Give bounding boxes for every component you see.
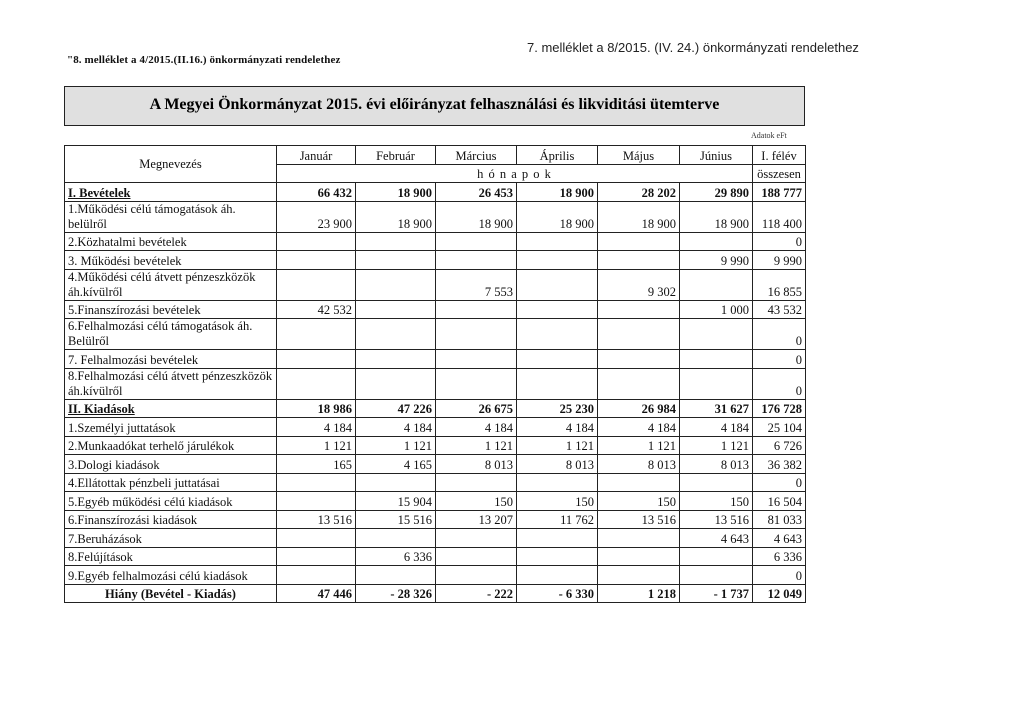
value-cell (356, 566, 436, 585)
value-cell (356, 269, 436, 300)
value-cell (598, 319, 680, 350)
value-cell: 165 (277, 455, 356, 474)
value-cell: 25 230 (517, 399, 598, 418)
row-label-text: 4.Ellátottak pénzbeli juttatásai (68, 476, 220, 490)
annex-note-left: "8. melléklet a 4/2015.(II.16.) önkormányzati rendelethez (67, 54, 341, 66)
value-cell (598, 300, 680, 319)
total-cell: 4 643 (753, 529, 806, 548)
value-cell (598, 350, 680, 369)
value-cell: 8 013 (436, 455, 517, 474)
row-label (65, 529, 277, 548)
row-label (65, 269, 277, 300)
value-cell: 4 184 (598, 418, 680, 437)
value-cell: - 28 326 (356, 584, 436, 603)
value-cell (517, 368, 598, 399)
value-cell: 150 (598, 492, 680, 511)
value-cell (356, 473, 436, 492)
total-cell: 12 049 (753, 584, 806, 603)
month-header: Április (517, 146, 598, 165)
value-cell: 4 184 (680, 418, 753, 437)
row-label (65, 201, 277, 232)
table-row (65, 201, 806, 232)
row-label (65, 183, 277, 202)
value-cell: 47 226 (356, 399, 436, 418)
value-cell (680, 319, 753, 350)
value-cell (517, 350, 598, 369)
value-cell: 18 900 (517, 201, 598, 232)
value-cell (356, 368, 436, 399)
row-label (65, 300, 277, 319)
value-cell (356, 300, 436, 319)
value-cell: 7 553 (436, 269, 517, 300)
row-label (65, 510, 277, 529)
value-cell (356, 232, 436, 251)
value-cell (517, 251, 598, 270)
value-cell: 18 900 (356, 183, 436, 202)
total-cell: 81 033 (753, 510, 806, 529)
total-cell: 6 726 (753, 436, 806, 455)
liquidity-table (64, 145, 806, 603)
value-cell (436, 350, 517, 369)
value-cell: 18 900 (436, 201, 517, 232)
value-cell (598, 368, 680, 399)
value-cell: 18 900 (517, 183, 598, 202)
value-cell: 8 013 (517, 455, 598, 474)
value-cell (598, 566, 680, 585)
value-cell: 1 121 (680, 436, 753, 455)
value-cell: - 6 330 (517, 584, 598, 603)
table-row (65, 529, 806, 548)
value-cell: 18 986 (277, 399, 356, 418)
value-cell (517, 529, 598, 548)
value-cell (680, 566, 753, 585)
total-cell: 25 104 (753, 418, 806, 437)
value-cell: 1 000 (680, 300, 753, 319)
value-cell (680, 350, 753, 369)
value-cell: 18 900 (598, 201, 680, 232)
table-row (65, 399, 806, 418)
row-label (65, 319, 277, 350)
row-label-text: 7.Beruházások (68, 531, 142, 546)
value-cell (356, 319, 436, 350)
value-cell: 26 675 (436, 399, 517, 418)
value-cell: - 222 (436, 584, 517, 603)
header-row (65, 146, 806, 165)
total-cell: 43 532 (753, 300, 806, 319)
value-cell: 150 (517, 492, 598, 511)
value-cell: 4 184 (517, 418, 598, 437)
page-title: A Megyei Önkormányzat 2015. évi előirányzat felhasználási és likviditási ütemterve (149, 96, 720, 113)
value-cell (517, 232, 598, 251)
table-row (65, 473, 806, 492)
row-label-text: 3. Működési bevételek (68, 253, 182, 268)
value-cell: 11 762 (517, 510, 598, 529)
value-cell: 28 202 (598, 183, 680, 202)
value-cell: 29 890 (680, 183, 753, 202)
value-cell (277, 566, 356, 585)
row-label-text: 9.Egyéb felhalmozási célú kiadások (68, 568, 248, 583)
value-cell: 26 984 (598, 399, 680, 418)
value-cell (680, 269, 753, 300)
row-label-text: 7. Felhalmozási bevételek (68, 352, 199, 367)
value-cell (277, 368, 356, 399)
value-cell: 15 516 (356, 510, 436, 529)
value-cell (277, 529, 356, 548)
value-cell (517, 566, 598, 585)
value-cell: 15 904 (356, 492, 436, 511)
value-cell (517, 269, 598, 300)
table-row (65, 368, 806, 399)
value-cell (517, 319, 598, 350)
row-label-text: 1.Személyi juttatások (68, 420, 176, 435)
row-label (65, 455, 277, 474)
row-label-text: 6.Finanszírozási kiadások (68, 513, 198, 527)
value-cell (680, 368, 753, 399)
value-cell: 1 121 (277, 436, 356, 455)
value-cell: 9 990 (680, 251, 753, 270)
value-cell: 13 516 (680, 510, 753, 529)
value-cell: 150 (436, 492, 517, 511)
value-cell (680, 473, 753, 492)
row-label (65, 251, 277, 270)
table-row (65, 232, 806, 251)
total-cell: 176 728 (753, 399, 806, 418)
value-cell (436, 232, 517, 251)
row-label-text: I. Bevételek (68, 185, 131, 200)
value-cell (680, 547, 753, 566)
row-label-text: 8.Felhalmozási célú átvett pénzeszközök áh.kívülről (68, 368, 273, 398)
value-cell (277, 473, 356, 492)
table-row (65, 418, 806, 437)
value-cell (277, 350, 356, 369)
units-label: Adatok eFt (751, 131, 787, 140)
value-cell: 26 453 (436, 183, 517, 202)
total-cell: 9 990 (753, 251, 806, 270)
total-cell: 118 400 (753, 201, 806, 232)
total-cell: 6 336 (753, 547, 806, 566)
total-caption: összesen (753, 164, 806, 183)
value-cell: 13 516 (598, 510, 680, 529)
value-cell: 18 900 (356, 201, 436, 232)
table-row (65, 300, 806, 319)
table-row (65, 566, 806, 585)
row-label-text: 6.Felhalmozási célú támogatások áh. Belülről (68, 319, 253, 348)
value-cell: 150 (680, 492, 753, 511)
title-banner (64, 86, 805, 126)
value-cell (436, 473, 517, 492)
value-cell (436, 566, 517, 585)
value-cell: 1 121 (436, 436, 517, 455)
value-cell: 4 184 (436, 418, 517, 437)
month-header: Május (598, 146, 680, 165)
table-row (65, 350, 806, 369)
row-label (65, 547, 277, 566)
value-cell: 31 627 (680, 399, 753, 418)
name-header: Megnevezés (65, 146, 277, 183)
row-label-text: II. Kiadások (68, 402, 135, 416)
row-label-text: 4.Működési célú átvett pénzeszközök áh.kívülről (68, 269, 256, 299)
total-cell: 0 (753, 319, 806, 350)
row-label (65, 418, 277, 437)
value-cell (436, 300, 517, 319)
value-cell (356, 529, 436, 548)
total-cell: 16 504 (753, 492, 806, 511)
row-label (65, 584, 277, 603)
row-label (65, 232, 277, 251)
value-cell (680, 232, 753, 251)
row-label-text: Hiány (Bevétel - Kiadás) (105, 587, 236, 601)
table-row (65, 183, 806, 202)
row-label-text: 8.Felújítások (68, 550, 133, 564)
value-cell: 8 013 (598, 455, 680, 474)
value-cell: 13 516 (277, 510, 356, 529)
value-cell (598, 529, 680, 548)
row-label-text: 2.Közhatalmi bevételek (68, 235, 187, 249)
value-cell: 1 121 (517, 436, 598, 455)
value-cell: 1 121 (598, 436, 680, 455)
total-cell: 0 (753, 350, 806, 369)
value-cell: 9 302 (598, 269, 680, 300)
table-row (65, 436, 806, 455)
month-header: Január (277, 146, 356, 165)
value-cell: 66 432 (277, 183, 356, 202)
table-row (65, 269, 806, 300)
months-caption: h ó n a p o k (277, 164, 753, 183)
value-cell (517, 547, 598, 566)
table-row (65, 455, 806, 474)
value-cell (598, 251, 680, 270)
row-label (65, 492, 277, 511)
value-cell (517, 473, 598, 492)
month-header: Március (436, 146, 517, 165)
value-cell (277, 251, 356, 270)
row-label-text: 5.Egyéb működési célú kiadások (68, 494, 233, 509)
month-header: Június (680, 146, 753, 165)
row-label (65, 473, 277, 492)
total-cell: 188 777 (753, 183, 806, 202)
table-row (65, 584, 806, 603)
total-cell: 0 (753, 232, 806, 251)
value-cell: 23 900 (277, 201, 356, 232)
value-cell (277, 232, 356, 251)
value-cell: 1 121 (356, 436, 436, 455)
value-cell (436, 251, 517, 270)
value-cell: 4 184 (356, 418, 436, 437)
row-label-text: 2.Munkaadókat terhelő járulékok (68, 439, 235, 453)
row-label (65, 399, 277, 418)
total-cell: 0 (753, 368, 806, 399)
table-row (65, 492, 806, 511)
value-cell: 47 446 (277, 584, 356, 603)
value-cell (277, 269, 356, 300)
value-cell (436, 529, 517, 548)
value-cell (356, 251, 436, 270)
total-header: I. félév (753, 146, 806, 165)
total-cell: 36 382 (753, 455, 806, 474)
row-label (65, 350, 277, 369)
value-cell: 1 218 (598, 584, 680, 603)
value-cell (277, 492, 356, 511)
value-cell (598, 232, 680, 251)
total-cell: 0 (753, 566, 806, 585)
row-label (65, 368, 277, 399)
table-row (65, 547, 806, 566)
value-cell: 18 900 (680, 201, 753, 232)
row-label (65, 566, 277, 585)
table-row (65, 510, 806, 529)
row-label-text: 1.Működési célú támogatások áh. belülről (68, 201, 236, 231)
value-cell (277, 547, 356, 566)
value-cell: 8 013 (680, 455, 753, 474)
month-header: Február (356, 146, 436, 165)
total-cell: 0 (753, 473, 806, 492)
value-cell (598, 547, 680, 566)
value-cell: 6 336 (356, 547, 436, 566)
value-cell (436, 368, 517, 399)
row-label-text: 3.Dologi kiadások (68, 457, 160, 472)
row-label (65, 436, 277, 455)
value-cell: 13 207 (436, 510, 517, 529)
value-cell: - 1 737 (680, 584, 753, 603)
value-cell (277, 319, 356, 350)
value-cell: 4 184 (277, 418, 356, 437)
annex-note-right: 7. melléklet a 8/2015. (IV. 24.) önkormányzati rendelethez (527, 40, 859, 55)
value-cell: 4 643 (680, 529, 753, 548)
table-row (65, 319, 806, 350)
total-cell: 16 855 (753, 269, 806, 300)
value-cell: 4 165 (356, 455, 436, 474)
value-cell (436, 319, 517, 350)
value-cell: 42 532 (277, 300, 356, 319)
value-cell (517, 300, 598, 319)
value-cell (356, 350, 436, 369)
value-cell (436, 547, 517, 566)
value-cell (598, 473, 680, 492)
row-label-text: 5.Finanszírozási bevételek (68, 303, 201, 317)
table-row (65, 251, 806, 270)
